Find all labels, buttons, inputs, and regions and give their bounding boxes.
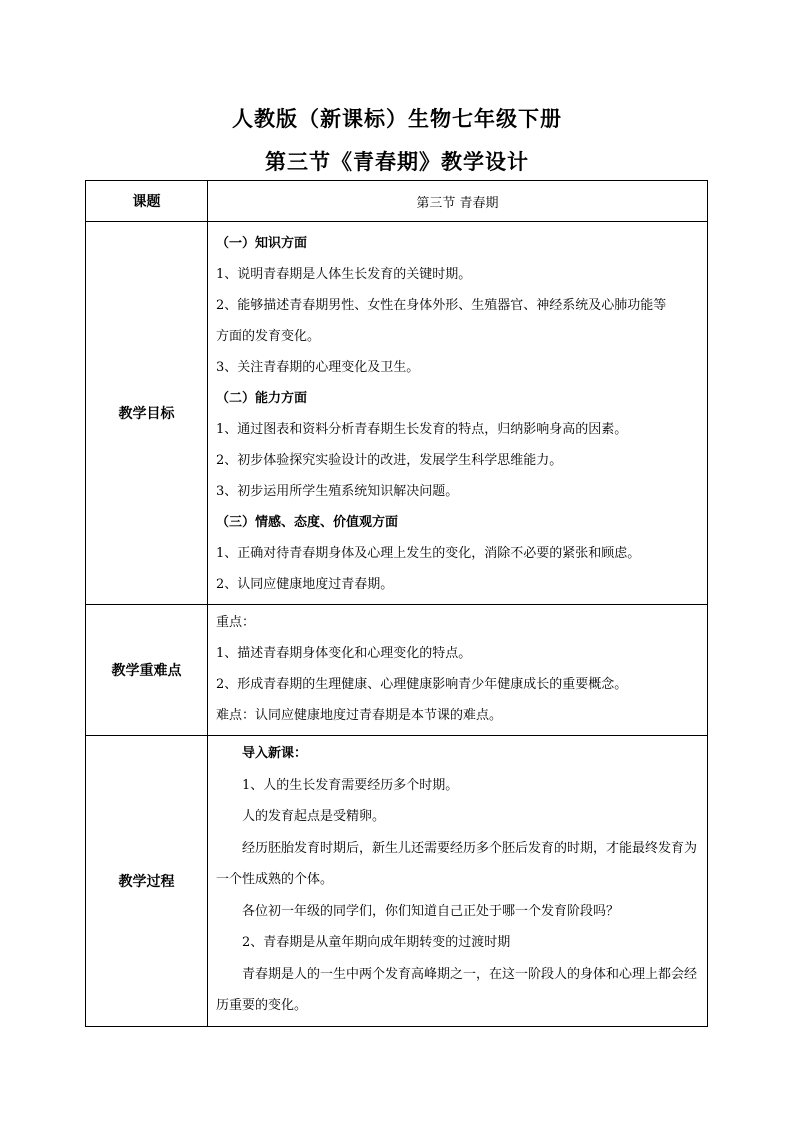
goals-item: 1、通过图表和资料分析青春期生长发育的特点，归纳影响身高的因素。 xyxy=(216,422,628,437)
process-heading: 导入新课： xyxy=(242,746,308,761)
goals-item: 3、关注青春期的心理变化及卫生。 xyxy=(216,360,420,375)
keypoints-heading: 重点： xyxy=(216,615,256,630)
goals-item: 1、说明青春期是人体生长发育的关键时期。 xyxy=(216,267,472,282)
process-content xyxy=(208,736,708,1027)
document-subtitle: 第三节《青春期》教学设计 xyxy=(265,149,529,174)
document-title: 人教版（新课标）生物七年级下册 xyxy=(232,106,562,131)
keypoints-item: 2、形成青春期的生理健康、心理健康影响青少年健康成长的重要概念。 xyxy=(216,677,628,692)
lesson-plan-table xyxy=(85,180,708,1027)
process-paragraph: 青春期是人的一生中两个发育高峰期之一，在这一阶段人的身体和心理上都会经历重要的变化。 xyxy=(216,966,698,1013)
process-paragraph: 各位初一年级的同学们，你们知道自己正处于哪一个发育阶段吗？ xyxy=(242,903,620,919)
topic-value: 第三节 青春期 xyxy=(208,181,708,222)
process-paragraph: 2、青春期是从童年期向成年期转变的过渡时期 xyxy=(242,935,511,950)
table-row-keypoints xyxy=(86,605,708,736)
goals-item: 3、初步运用所学生殖系统知识解决问题。 xyxy=(216,484,459,499)
keypoints-item: 1、描述青春期身体变化和心理变化的特点。 xyxy=(216,646,472,661)
table-row-process xyxy=(86,736,708,1027)
goals-item-continued: 方面的发育变化。 xyxy=(216,329,321,344)
goals-item: 2、能够描述青春期男性、女性在身体外形、生殖器官、神经系统及心肺功能等 xyxy=(216,298,667,313)
process-paragraph: 人的发育起点是受精卵。 xyxy=(242,809,386,824)
topic-label: 课题 xyxy=(86,181,208,222)
goals-heading-knowledge: （一）知识方面 xyxy=(216,236,308,251)
keypoints-content xyxy=(208,605,708,736)
keypoints-difficulty: 难点：认同应健康地度过青春期是本节课的难点。 xyxy=(216,708,503,723)
goals-item: 2、初步体验探究实验设计的改进，发展学生科学思维能力。 xyxy=(216,453,563,468)
keypoints-label: 教学重难点 xyxy=(86,605,208,736)
goals-item: 1、正确对待青春期身体及心理上发生的变化，消除不必要的紧张和顾虑。 xyxy=(216,546,641,561)
goals-content xyxy=(208,222,708,605)
table-row-goals xyxy=(86,222,708,605)
table-row-topic xyxy=(86,181,708,222)
goals-label: 教学目标 xyxy=(86,222,208,605)
process-label: 教学过程 xyxy=(86,736,208,1027)
goals-heading-attitude: （三）情感、态度、价值观方面 xyxy=(216,515,399,530)
process-paragraph: 经历胚胎发育时期后，新生儿还需要经历多个胚后发育的时期，才能最终发育为一个性成熟的个体。 xyxy=(216,840,698,887)
process-paragraph: 1、人的生长发育需要经历多个时期。 xyxy=(242,777,459,793)
goals-heading-ability: （二）能力方面 xyxy=(216,391,308,406)
goals-item: 2、认同应健康地度过青春期。 xyxy=(216,577,394,592)
